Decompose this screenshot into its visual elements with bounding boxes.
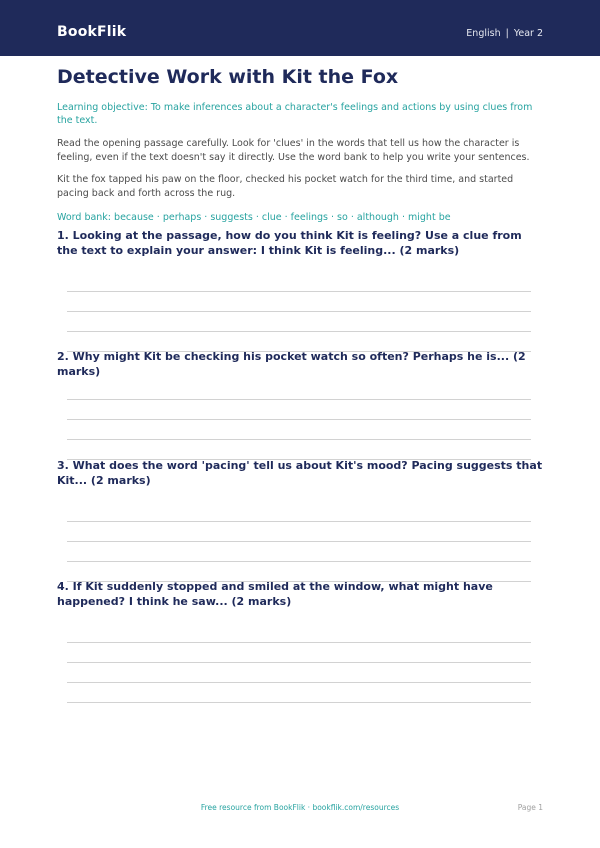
- instructions-paragraph: Read the opening passage carefully. Look for 'clues' in the words that tell us how the character is feeling, even if the text doesn't say it directly. Use the word bank to help you write your sentences.: [57, 138, 530, 163]
- answer-line[interactable]: [67, 419, 531, 420]
- answer-line[interactable]: [67, 439, 531, 440]
- word-bank: Word bank: because · perhaps · suggests · clue · feelings · so · although · might be: [57, 212, 451, 223]
- question-2: 2. Why might Kit be checking his pocket watch so often? Perhaps he is... (2 marks): [57, 350, 526, 378]
- answer-line[interactable]: [67, 541, 531, 542]
- worksheet-title: Detective Work with Kit the Fox: [57, 66, 399, 88]
- header-meta: [466, 28, 543, 39]
- answer-line[interactable]: [67, 702, 531, 703]
- question-4: 4. If Kit suddenly stopped and smiled at the window, what might have happened? I think he saw... (2 marks): [57, 580, 493, 608]
- answer-line[interactable]: [67, 311, 531, 312]
- learning-objective: Learning objective: To make inferences about a character's feelings and actions by using clues from the text.: [57, 102, 533, 126]
- answer-line[interactable]: [67, 399, 531, 400]
- subject-label: English: [466, 28, 501, 39]
- answer-line[interactable]: [67, 521, 531, 522]
- question-3: 3. What does the word 'pacing' tell us about Kit's mood? Pacing suggests that Kit... (2 marks): [57, 459, 543, 487]
- header-separator: |: [505, 28, 509, 39]
- answer-line[interactable]: [67, 331, 531, 332]
- worksheet-intro: [57, 65, 543, 224]
- passage-paragraph: Kit the fox tapped his paw on the floor, checked his pocket watch for the third time, and started pacing back and forth across the rug.: [57, 174, 514, 199]
- answer-line[interactable]: [67, 291, 531, 292]
- brand-logo-text: BookFlik: [57, 24, 127, 40]
- answer-line[interactable]: [67, 662, 531, 663]
- question-1: 1. Looking at the passage, how do you think Kit is feeling? Use a clue from the text to explain your answer: I think Kit is feeling... (2 marks): [57, 229, 522, 257]
- footer-credit: Free resource from BookFlik · bookflik.com/resources: [200, 803, 400, 812]
- page-number: Page 1: [517, 803, 543, 812]
- year-label: Year 2: [513, 28, 543, 39]
- answer-line[interactable]: [67, 682, 531, 683]
- header-bar: [0, 0, 600, 56]
- answer-line[interactable]: [67, 642, 531, 643]
- answer-line[interactable]: [67, 561, 531, 562]
